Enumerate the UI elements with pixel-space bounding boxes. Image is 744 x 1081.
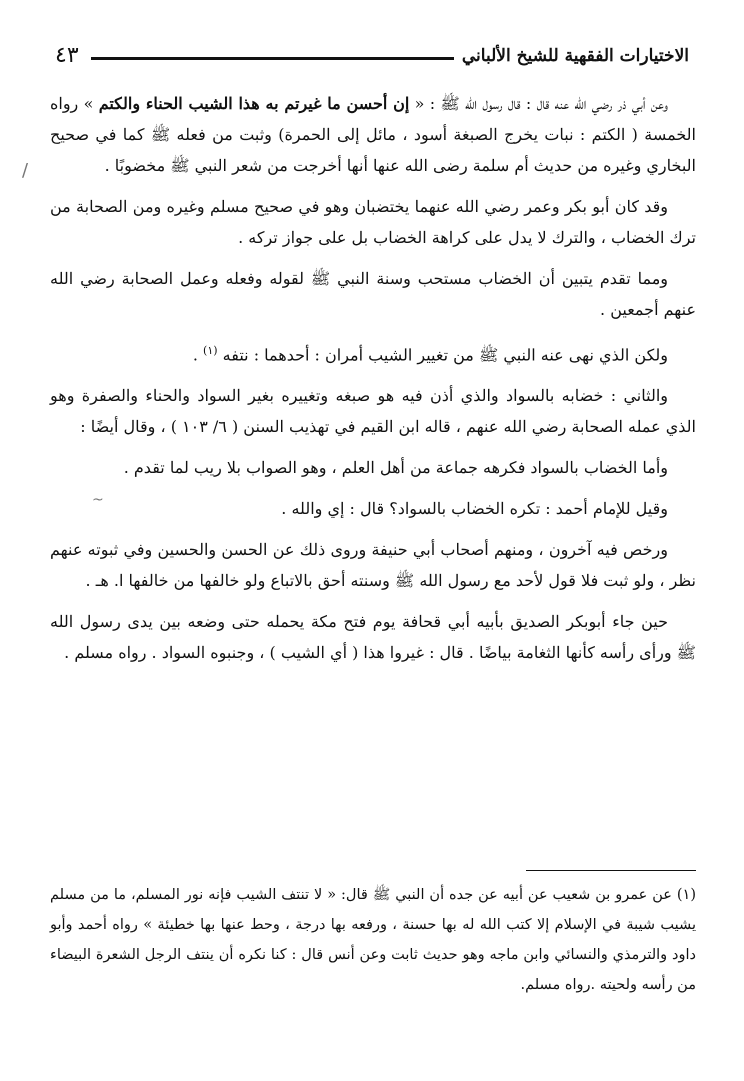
paragraph-1-intro: وعن أبي ذر رضي الله عنه قال : قال رسول الله ﷺ : « — [414, 94, 668, 113]
footnote — [50, 880, 696, 1000]
footnote-1: (١) عن عمرو بن شعيب عن أبيه عن جده أن النبي ﷺ قال: « لا تنتف الشيب فإنه نور المسلم، ما من مسلم يشيب شيبة في الإسلام إلا كتب الله له بها حسنة ، ورفعه بها درجة ، وحط عنها بها خطيئة » رواه أحمد وأبو داود والترمذي والنسائي وابن ماجه وهو حديث ثابت وعن أنس قال : كنا نكره أن ينتف الرجل الشعرة البيضاء من رأسه ولحيته .رواه مسلم. — [50, 887, 696, 993]
paragraph-4-text: ولكن الذي نهى عنه النبي ﷺ من تغيير الشيب أمران : أحدهما : نتفه — [222, 345, 668, 365]
footnote-reference[interactable]: (١) — [203, 344, 218, 357]
paragraph-5: والثاني : خضابه بالسواد والذي أذن فيه هو صبغه وتغييره بغير السواد والحناء والصفرة وهو الذي عمله الصحابة رضي الله عنهم ، قاله ابن القيم في تهذيب السنن ( ٦/ ١٠٣ ) ، وقال أيضًا : — [50, 386, 696, 437]
margin-scribble-mark: ~ — [92, 492, 104, 508]
paragraph-6: وأما الخضاب بالسواد فكرهه جماعة من أهل العلم ، وهو الصواب بلا ريب لما تقدم . — [123, 458, 668, 478]
footnote-separator — [526, 870, 696, 871]
margin-pen-mark: / — [22, 160, 29, 181]
paragraph-1 — [50, 88, 696, 181]
header-rule — [91, 57, 454, 60]
running-title: الاختيارات الفقهية للشيخ الألباني — [461, 46, 689, 66]
paragraph-8: ورخص فيه آخرون ، ومنهم أصحاب أبي حنيفة وروى ذلك عن الحسن والحسين وفي ثبوته عنهم نظر ، ولو ثبت فلا قول لأحد مع رسول الله ﷺ وسنته أحق بالاتباع ولو خالفها من خالفها ا. هـ . — [50, 540, 696, 591]
page-header — [55, 30, 689, 70]
paragraph-1-rest: » رواه الخمسة ( الكتم : نبات يخرج الصبغة أسود ، مائل إلى الحمرة) وثبت من فعله ﷺ كما في صحيح البخاري وغيره من حديث أم سلمة رضى الله عنها أنها أخرجت من شعر النبي ﷺ مخضوبًا . — [50, 94, 696, 175]
page-number: ٤٣ — [55, 43, 79, 68]
paragraph-7: وقيل للإمام أحمد : تكره الخضاب بالسواد؟ قال : إي والله . — [281, 499, 668, 519]
main-text — [50, 88, 696, 678]
paragraph-2: وقد كان أبو بكر وعمر رضي الله عنهما يختضبان وهو في صحيح مسلم وغيره ومن الصحابة من ترك الخضاب ، والترك لا يدل على كراهة الخضاب بل على جواز تركه . — [50, 197, 696, 247]
paragraph-9: حين جاء أبوبكر الصديق بأبيه أبي قحافة يوم فتح مكة يحمله حتى وضعه بين يدى رسول الله ﷺ ورأى رأسه كأنها الثغامة بياضًا . قال : غيروا هذا ( أي الشيب ) ، وجنبوه السواد . رواه مسلم . — [50, 612, 696, 663]
paragraph-3: ومما تقدم يتبين أن الخضاب مستحب وسنة النبي ﷺ لقوله وفعله وعمل الصحابة رضي الله عنهم أجمعين . — [50, 269, 696, 319]
paragraph-4 — [50, 335, 696, 370]
hadith-quote: إن أحسن ما غيرتم به هذا الشيب الحناء والكتم — [98, 94, 410, 113]
paragraph-4-end: . — [192, 345, 198, 365]
